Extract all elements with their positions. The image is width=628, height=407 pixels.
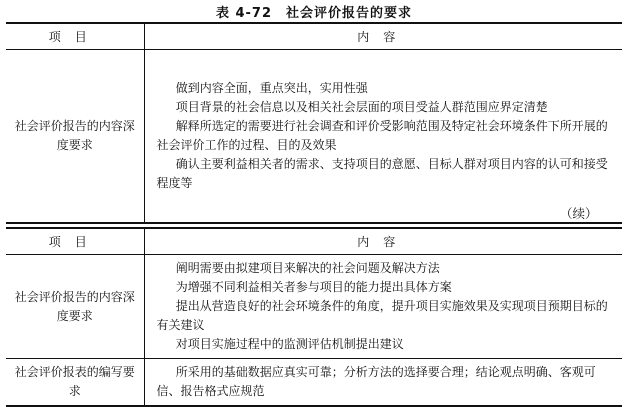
table-row bbox=[6, 50, 622, 224]
table-header-row bbox=[6, 228, 622, 255]
content-line: 阐明需要由拟建项目来解决的社会问题及解决方法 bbox=[175, 261, 440, 275]
content-line: 确认主要利益相关者的需求、支持项目的意愿、目标人群对项目内容的认可和接受程度等 bbox=[156, 157, 608, 190]
table-header-row bbox=[6, 23, 622, 50]
requirements-table bbox=[6, 22, 622, 224]
table-row bbox=[6, 359, 622, 407]
row-label: 社会评价报告的内容深度要求 bbox=[6, 255, 144, 359]
row-label: 社会评价报告的内容深度要求 bbox=[6, 50, 144, 224]
header-content: 内容 bbox=[144, 228, 622, 255]
row-content bbox=[144, 359, 622, 407]
header-item: 项目 bbox=[6, 23, 144, 50]
row-content bbox=[144, 50, 622, 224]
row-label: 社会评价报表的编写要求 bbox=[6, 359, 144, 407]
content-line: 所采用的基础数据应真实可靠；分析方法的选择要合理；结论观点明确、客观可信、报告格式应规范 bbox=[156, 365, 596, 398]
table-row bbox=[6, 255, 622, 359]
content-line: 解释所选定的需要进行社会调查和评价受影响范围及特定社会环境条件下所开展的社会评价工作的过程、目的及效果 bbox=[156, 119, 608, 152]
header-content: 内容 bbox=[144, 23, 622, 50]
content-line: 对项目实施过程中的监测评估机制提出建议 bbox=[175, 337, 404, 351]
table-title: 表 4-72 社会评价报告的要求 bbox=[215, 6, 413, 21]
requirements-table-continued bbox=[6, 227, 622, 407]
content-line: 做到内容全面，重点突出，实用性强 bbox=[175, 81, 368, 95]
continued-label: （续） bbox=[560, 206, 598, 221]
content-line: 为增强不同利益相关者参与项目的能力提出具体方案 bbox=[175, 280, 452, 294]
content-line: 提出从营造良好的社会环境条件的角度，提升项目实施效果及实现项目预期目标的有关建议 bbox=[156, 299, 608, 332]
row-content bbox=[144, 255, 622, 359]
header-item: 项目 bbox=[6, 228, 144, 255]
content-line: 项目背景的社会信息以及相关社会层面的项目受益人群范围应界定清楚 bbox=[175, 100, 548, 114]
